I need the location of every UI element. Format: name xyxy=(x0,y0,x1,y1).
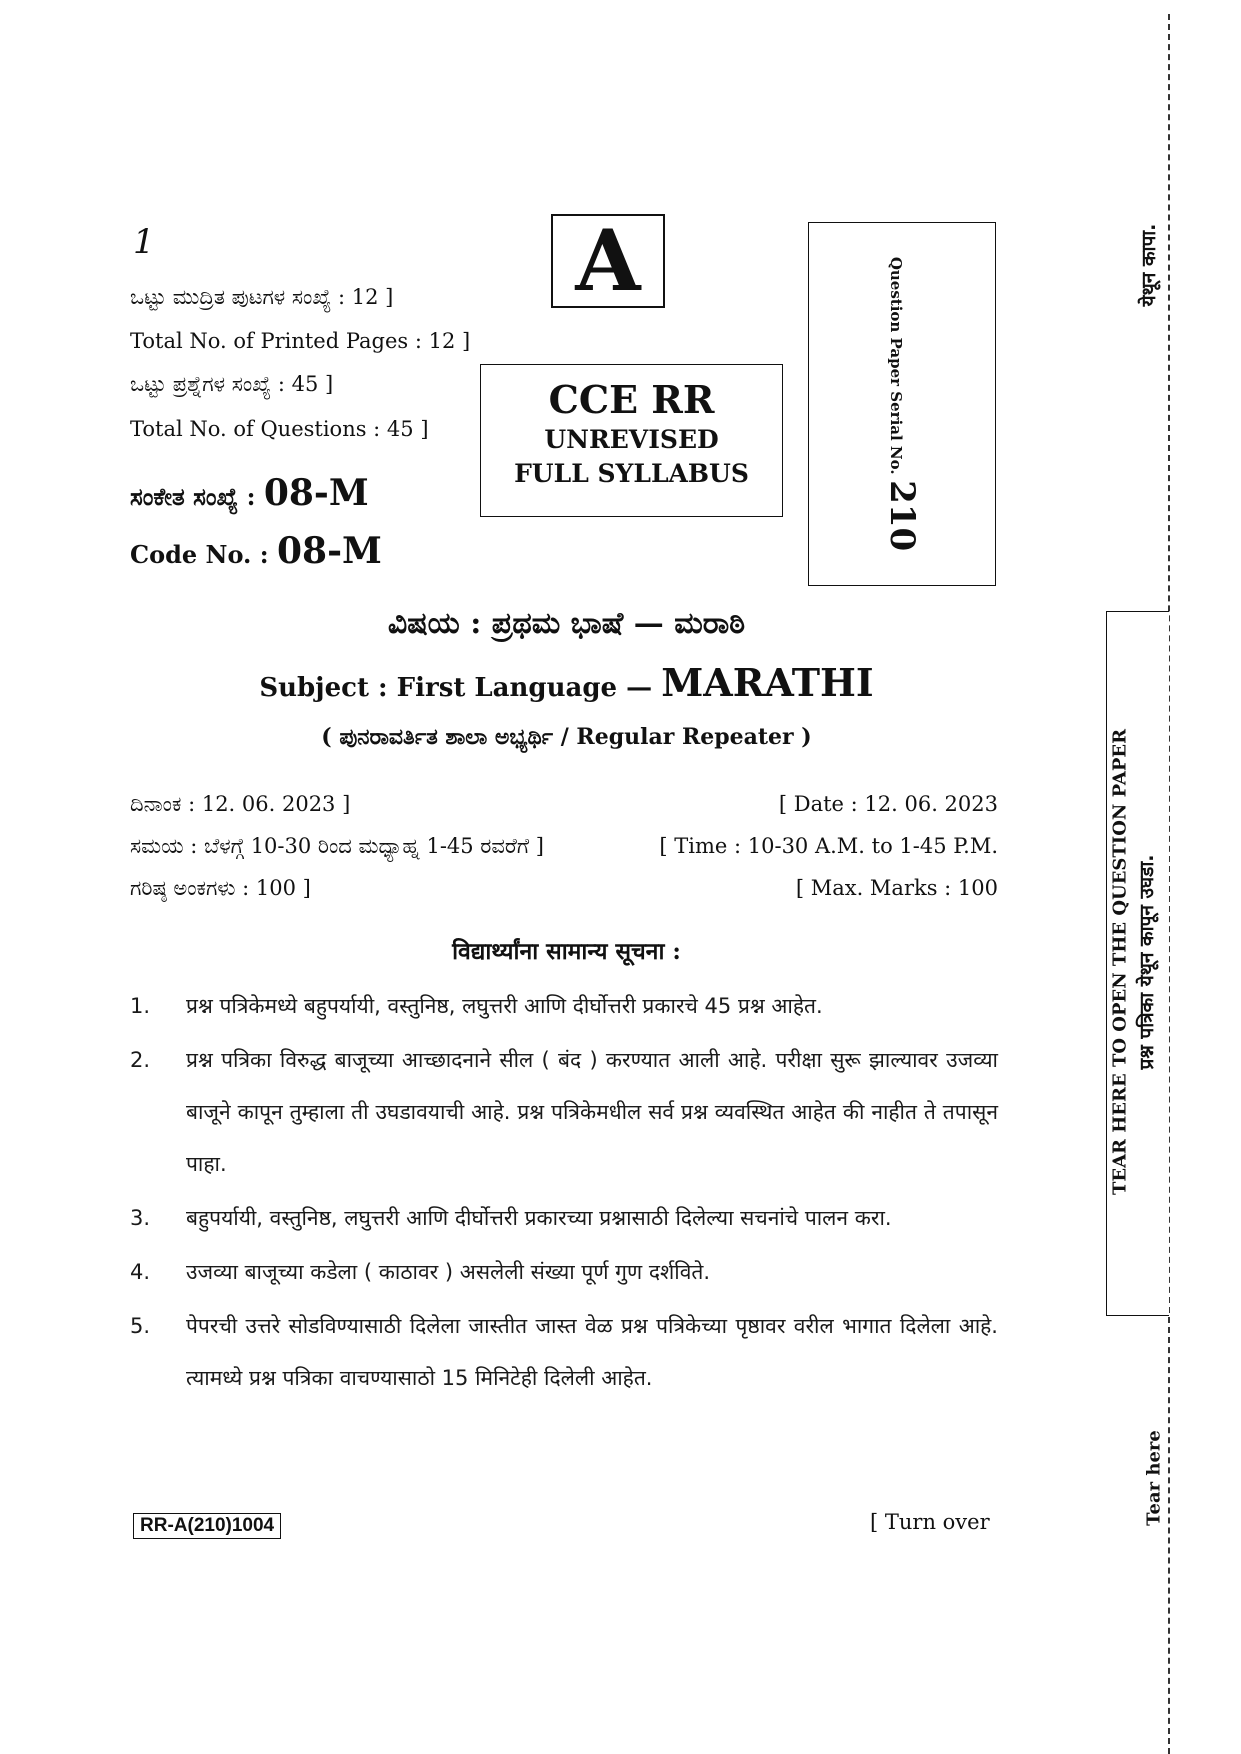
code-label-en: Code No. : xyxy=(130,540,277,569)
instruction-text: प्रश्न पत्रिका विरुद्ध बाजूच्या आच्छादनाने सील ( बंद ) करण्यात आली आहे. परीक्षा सुरू झाल्यावर उजव्या बाजूने कापून तुम्हाला ती उघडावयाची आहे. प्रश्न पत्रिकेमधील सर्व प्रश्न व्यवस्थित आहेत की नाहीत ते तपासून पाहा. xyxy=(186,1048,998,1176)
code-label-kn: ಸಂಕೇತ ಸಂಖ್ಯೆ : xyxy=(130,482,264,511)
questions-count-kn: ಒಟ್ಟು ಪ್ರಶ್ನೆಗಳ ಸಂಖ್ಯೆ : 45 ] xyxy=(130,372,334,396)
exam-title: CCE RR xyxy=(548,377,715,422)
instruction-text: पेपरची उत्तरे सोडविण्यासाठी दिलेला जास्तीत जास्त वेळ प्रश्न पत्रिकेच्या पृष्ठावर वरील भागात दिलेला आहे. त्यामध्ये प्रश्न पत्रिका वाचण्यासाठो 15 मिनिटेही दिलेली आहेत. xyxy=(186,1314,998,1390)
time-en: [ Time : 10-30 A.M. to 1-45 P.M. xyxy=(659,834,998,858)
subject-title-kn: ವಿಷಯ : ಪ್ರಥಮ ಭಾಷೆ — ಮರಾಠಿ xyxy=(387,606,746,641)
instruction-item xyxy=(130,1300,998,1404)
instruction-item xyxy=(130,1034,998,1190)
serial-number-box xyxy=(808,222,996,586)
page-number: 1 xyxy=(133,222,155,262)
code-value-en: 08-M xyxy=(276,530,382,572)
code-number-kn xyxy=(130,472,369,514)
instruction-number: 5. xyxy=(130,1314,151,1338)
printed-pages-en: Total No. of Printed Pages : 12 ] xyxy=(130,329,471,353)
instruction-text: उजव्या बाजूच्या कडेला ( काठावर ) असलेली संख्या पूर्ण गुण दर्शविते. xyxy=(186,1260,711,1284)
time-row xyxy=(130,834,998,859)
instruction-item xyxy=(130,1246,998,1298)
serial-text xyxy=(882,257,922,551)
version-box: A xyxy=(551,214,665,308)
marks-en: [ Max. Marks : 100 xyxy=(795,876,998,900)
instruction-item xyxy=(130,1192,998,1244)
candidate-type: ( ಪುನರಾವರ್ತಿತ ಶಾಲಾ ಅಭ್ಯರ್ಥಿ / Regular Repeater ) xyxy=(321,724,812,750)
turn-over: [ Turn over xyxy=(870,1510,990,1534)
tear-instruction-en: TEAR HERE TO OPEN THE QUESTION PAPER xyxy=(1109,728,1131,1196)
printed-pages-kn: ಒಟ್ಟು ಮುದ್ರಿತ ಪುಟಗಳ ಸಂಖ್ಯೆ : 12 ] xyxy=(130,285,394,309)
exam-title-box xyxy=(480,364,783,517)
serial-label: Question Paper Serial No. xyxy=(887,256,905,475)
exam-subtitle-2: FULL SYLLABUS xyxy=(514,459,749,488)
code-number-en xyxy=(130,530,382,572)
instruction-text: बहुपर्यायी, वस्तुनिष्ठ, लघुत्तरी आणि दीर्घोत्तरी प्रकारच्या प्रश्नासाठी दिलेल्या सचनांचे पालन करा. xyxy=(186,1206,892,1230)
tear-instruction-mr: प्रश्न पत्रिका येथून कापून उघडा. xyxy=(1136,854,1158,1070)
subject-language: MARATHI xyxy=(661,660,874,705)
paper-code: RR-A(210)1004 xyxy=(133,1513,281,1539)
time-kn: ಸಮಯ : ಬೆಳಗ್ಗೆ 10-30 ರಿಂದ ಮಧ್ಯಾಹ್ನ 1-45 ರವರೆಗೆ ] xyxy=(130,834,544,858)
questions-count-en: Total No. of Questions : 45 ] xyxy=(130,417,429,441)
code-value-kn: 08-M xyxy=(263,472,369,514)
cut-here-text: येथून कापा. xyxy=(1138,223,1160,307)
subject-prefix: Subject : First Language — xyxy=(259,673,662,703)
subject-title-en xyxy=(0,660,1133,705)
instruction-number: 1. xyxy=(130,994,151,1018)
instructions-heading: विद्यार्थ्यांना सामान्य सूचना : xyxy=(452,938,681,965)
marks-row xyxy=(130,876,998,901)
serial-number: 210 xyxy=(882,480,922,552)
tear-here-text: Tear here xyxy=(1143,1430,1165,1526)
date-kn: ದಿನಾಂಕ : 12. 06. 2023 ] xyxy=(130,792,351,816)
date-row xyxy=(130,792,998,817)
instructions-list xyxy=(130,980,998,1406)
exam-subtitle-1: UNREVISED xyxy=(544,425,719,454)
instruction-number: 2. xyxy=(130,1048,151,1072)
marks-kn: ಗರಿಷ್ಠ ಅಂಕಗಳು : 100 ] xyxy=(130,876,311,900)
instruction-number: 3. xyxy=(130,1206,151,1230)
instruction-number: 4. xyxy=(130,1260,151,1284)
instruction-text: प्रश्न पत्रिकेमध्ये बहुपर्यायी, वस्तुनिष्ठ, लघुत्तरी आणि दीर्घोत्तरी प्रकारचे 45 प्रश्न आहेत. xyxy=(186,994,823,1018)
instruction-item xyxy=(130,980,998,1032)
date-en: [ Date : 12. 06. 2023 xyxy=(778,792,998,816)
